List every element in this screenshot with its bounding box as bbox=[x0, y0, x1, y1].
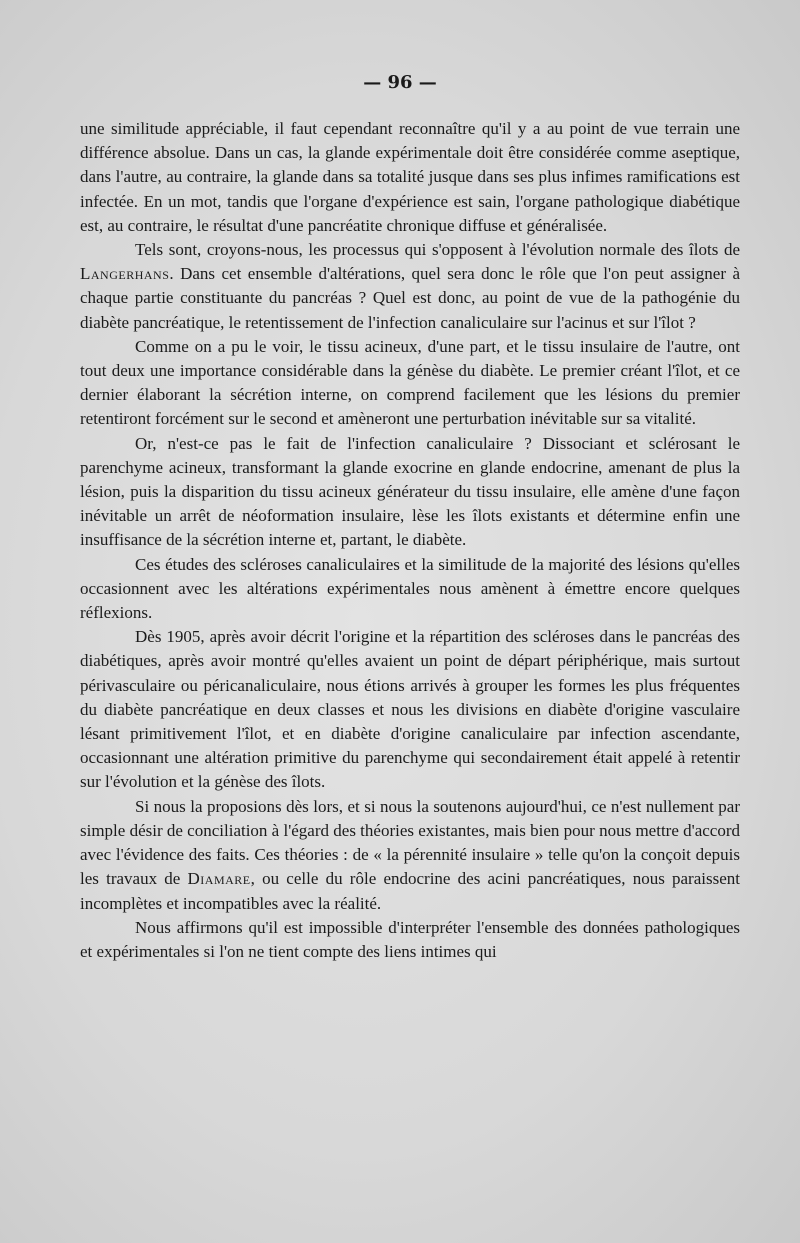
paragraph-6: Dès 1905, après avoir décrit l'origine et la répartition des scléroses dans le pancréas des diabétiques, après avoir montré qu'elles avaient un point de départ périphérique, mais surtout périvasculaire ou péricanaliculaire, nous étions arrivés à grouper les formes les plus fréquentes du diabète pancréatique en deux classes et nous les divisions en diabète d'origine vasculaire lésant primitivement l'îlot, et en diabète d'origine canaliculaire par infection ascendante, occasionnant une altération primitive du parenchyme qui secondairement était appelé à retentir sur l'évolution et la génèse des îlots. bbox=[80, 627, 740, 792]
paragraph-7-before: Si nous la proposions dès lors, et si nous la soutenons aujourd'hui, ce n'est nullement par simple désir de conciliation à l'égard des théories existantes, mais bien pour nous mettre d'accord avec l'évidence des faits. Ces théories : de « la pérennité insulaire » telle qu'on la conçoit depuis les travaux de bbox=[80, 796, 740, 889]
author-name-diamare: Diamare bbox=[187, 869, 251, 889]
paragraph-3: Comme on a pu le voir, le tissu acineux, d'une part, et le tissu insulaire de l'autre, ont tout deux une importance considérable dans la génèse du diabète. Le premier créant l'îlot, et ce dernier élaborant la sécrétion interne, on comprend facilement que les lésions du premier retentiront forcément sur le second et amèneront une perturbation inévitable sur sa vitalité. bbox=[80, 336, 740, 429]
paragraph-4: Or, n'est-ce pas le fait de l'infection canaliculaire ? Dissociant et sclérosant le parenchyme acineux, transformant la glande exocrine en glande endocrine, amenant de plus la lésion, puis la disparition du tissu acineux générateur du tissu insulaire, elle amène d'une façon inévitable un arrêt de néoformation insulaire, lèse les îlots existants et détermine enfin une insuffisance de la sécrétion interne et, partant, le diabète. bbox=[80, 433, 740, 550]
author-name-langerhans: Langerhans bbox=[80, 264, 170, 284]
paragraph-8: Nous affirmons qu'il est impossible d'interpréter l'ensemble des données pathologiques et expérimentales si l'on ne tient compte des liens intimes qui bbox=[80, 917, 740, 961]
paragraph-7 bbox=[80, 795, 740, 916]
paragraph-2-before: Tels sont, croyons-nous, les processus qui s'opposent à l'évolution normale des îlots de bbox=[135, 240, 740, 260]
paragraph-5: Ces études des scléroses canaliculaires et la similitude de la majorité des lésions qu'elles occasionnent avec les altérations expérimentales nous amènent à émettre encore quelques réflexions. bbox=[80, 554, 740, 623]
paragraph-1: une similitude appréciable, il faut cependant reconnaître qu'il y a au point de vue terrain une différence absolue. Dans un cas, la glande expérimentale doit être considérée comme aseptique, dans l'autre, au contraire, la glande dans sa totalité jusque dans ses plus infimes ramifications est infectée. En un mot, tandis que l'organe d'expérience est sain, l'organe pathologique diabétique est, au contraire, le résultat d'une pancréatite chronique diffuse et généralisée. bbox=[80, 119, 740, 235]
paragraph-2-after: . Dans cet ensemble d'altérations, quel sera donc le rôle que l'on peut assigner à chaque partie constituante du pancréas ? Quel est donc, au point de vue de la pathogénie du diabète pancréatique, le retentissement de l'infection canaliculaire sur l'acinus et sur l'îlot ? bbox=[80, 264, 740, 332]
body-text bbox=[80, 117, 740, 964]
paragraph-7-after: , ou celle du rôle endocrine des acini pancréatiques, nous paraissent incomplètes et incompatibles avec la réalité. bbox=[80, 869, 740, 913]
paragraph-2 bbox=[80, 238, 740, 335]
page-number: — 96 — bbox=[363, 72, 437, 93]
